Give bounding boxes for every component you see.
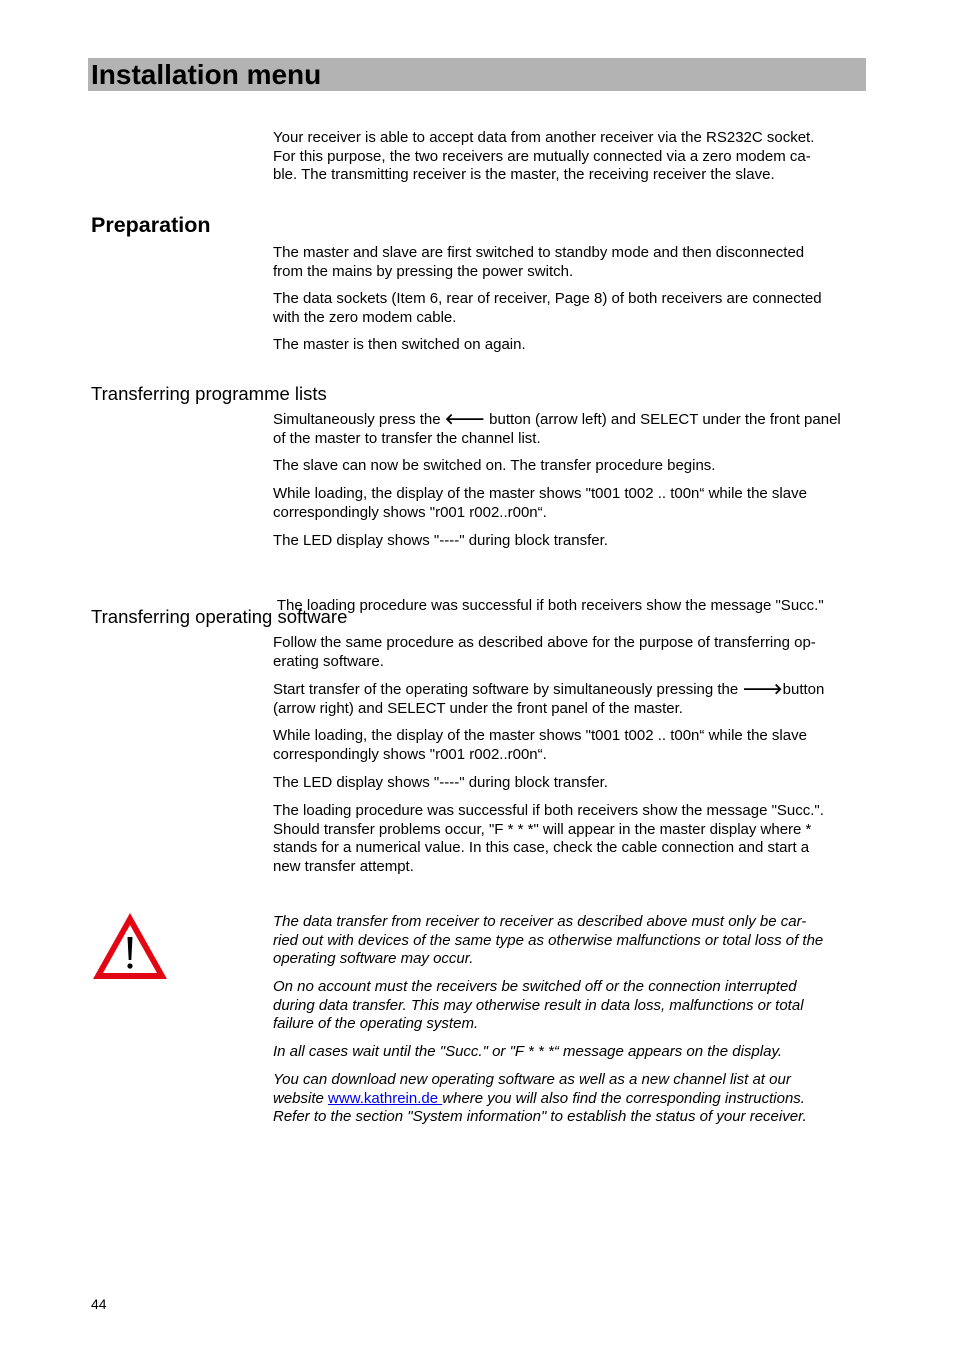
- preparation-p2: [273, 290, 873, 327]
- text-line: Should transfer problems occur, "F * * *" will appear in the master display where *: [273, 820, 812, 838]
- text-line: correspondingly shows "r001 r002..r00n“.: [273, 745, 547, 763]
- text-line: The data transfer from receiver to receiver as described above must only be car-: [273, 913, 807, 930]
- warning-p2: [273, 978, 873, 1034]
- text-line: from the mains by pressing the power switch.: [273, 262, 574, 280]
- text-line: Your receiver is able to accept data from another receiver via the RS232C socket.: [273, 129, 815, 146]
- programme-lists-p5: [273, 560, 873, 634]
- text-line: The data sockets (Item 6, rear of receiver, Page 8) of both receivers are connected: [273, 290, 822, 307]
- warning-p3: [273, 1043, 873, 1062]
- arrow-right-icon: 🡒: [742, 681, 783, 698]
- text-line: (arrow right) and SELECT under the front panel of the master.: [273, 699, 683, 717]
- text-span: Simultaneously press the: [273, 411, 445, 428]
- text-line: The master and slave are first switched to standby mode and then disconnected: [273, 244, 805, 261]
- text-span: Start transfer of the operating software by simultaneously pressing the: [273, 681, 743, 698]
- arrow-left-icon: 🡐: [444, 411, 485, 428]
- preparation-p3: [273, 336, 873, 355]
- text-line: of the master to transfer the channel list.: [273, 429, 541, 447]
- programme-lists-heading: Transferring programme lists: [91, 383, 327, 404]
- text-line: While loading, the display of the master shows "t001 t002 .. t00n“ while the slave: [273, 727, 807, 744]
- page-number: 44: [91, 1296, 107, 1312]
- programme-lists-p1: [273, 411, 873, 448]
- programme-lists-p4: [273, 532, 873, 551]
- warning-triangle-icon: [90, 910, 170, 982]
- text-line: [273, 681, 873, 700]
- warning-p1: [273, 913, 873, 969]
- programme-lists-p2: [273, 457, 873, 476]
- operating-software-p4: [273, 774, 873, 793]
- text-line: The master is then switched on again.: [273, 336, 526, 353]
- text-line: ble. The transmitting receiver is the master, the receiving receiver the slave.: [273, 166, 775, 183]
- text-line: You can download new operating software as well as a new channel list at our: [273, 1071, 791, 1088]
- text-span: website: [273, 1089, 329, 1107]
- text-line: On no account must the receivers be switched off or the connection interrupted: [273, 978, 797, 995]
- programme-lists-p3: [273, 485, 873, 522]
- page-title: Installation menu: [91, 59, 322, 90]
- operating-software-p3: [273, 727, 873, 764]
- preparation-p1: [273, 244, 873, 281]
- operating-software-p2: [273, 681, 873, 718]
- text-line: ried out with devices of the same type as otherwise malfunctions or total loss of the: [273, 931, 824, 949]
- text-span: button: [782, 681, 825, 698]
- text-span: button (arrow left) and SELECT under the front panel: [485, 411, 841, 428]
- text-line: [273, 1090, 873, 1109]
- text-line: In all cases wait until the "Succ." or "F * * *“ message appears on the display.: [273, 1043, 783, 1060]
- operating-software-p1: [273, 634, 873, 671]
- text-span: where you will also find the corresponding instructions.: [442, 1089, 805, 1107]
- intro-paragraph: [273, 129, 873, 185]
- text-line: Refer to the section "System information" to establish the status of your receiver.: [273, 1108, 807, 1125]
- text-line: For this purpose, the two receivers are mutually connected via a zero modem ca-: [273, 147, 811, 165]
- text-line: While loading, the display of the master shows "t001 t002 .. t00n“ while the slave: [273, 485, 807, 502]
- text-line: erating software.: [273, 652, 384, 670]
- text-line: stands for a numerical value. In this case, check the cable connection and start a: [273, 839, 810, 856]
- text-line: [273, 411, 873, 430]
- header-bar: [88, 58, 866, 91]
- text-line: The slave can now be switched on. The transfer procedure begins.: [273, 457, 716, 474]
- text-line: new transfer attempt.: [273, 857, 414, 875]
- operating-software-p5: [273, 802, 873, 876]
- text-line: Follow the same procedure as described above for the purpose of transferring op-: [273, 634, 816, 651]
- text-line: The loading procedure was successful if both receivers show the message "Succ.": [273, 597, 824, 614]
- text-line: with the zero modem cable.: [273, 308, 457, 326]
- text-line: The LED display shows "----" during block transfer.: [273, 532, 608, 549]
- text-line: correspondingly shows "r001 r002..r00n“.: [273, 503, 547, 521]
- kathrein-website-link[interactable]: www.kathrein.de: [328, 1089, 443, 1107]
- text-line: failure of the operating system.: [273, 1015, 479, 1032]
- operating-software-heading: Transferring operating software: [91, 606, 348, 627]
- text-line: operating software may occur.: [273, 950, 474, 967]
- warning-p4: [273, 1071, 873, 1127]
- text-line: during data transfer. This may otherwise result in data loss, malfunctions or total: [273, 996, 804, 1014]
- preparation-heading: Preparation: [91, 213, 211, 237]
- text-line: The LED display shows "----" during block transfer.: [273, 774, 608, 791]
- text-line: The loading procedure was successful if both receivers show the message "Succ.".: [273, 802, 824, 819]
